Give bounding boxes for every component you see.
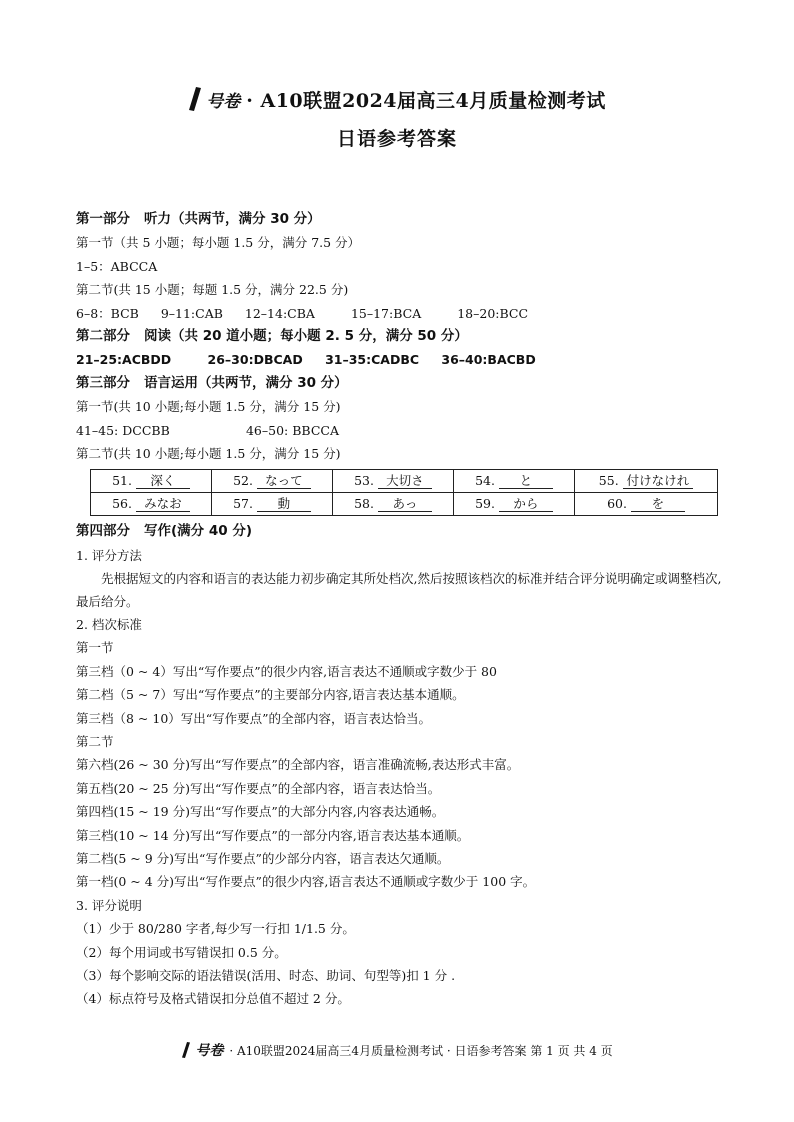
table-cell [91,493,212,516]
footer-logo-text: 号卷 [195,1043,224,1059]
level-item: 第二档(5 ~ 9 分)写出“写作要点”的少部分内容，语言表达欠通顺。 [76,850,450,866]
item-number: 53. [354,473,374,489]
answer-group: 18–20:BCC [457,305,529,321]
part1-heading-text: 听力（共两节，满分 30 分） [144,211,321,227]
part4-heading [76,520,722,543]
item-number: 55. [598,473,619,489]
part1-heading [76,208,722,231]
item-number: 56. [112,496,132,512]
item-number: 52. [233,473,253,489]
part2-heading-text: 阅读（共 20 道小题；每小题 2. 5 分，满分 50 分） [144,327,468,344]
note-item: （3）每个影响交际的语法错误(活用、时态、助词、句型等)扣 1 分 . [76,967,456,983]
answer-content [76,208,722,1011]
level-item: 第三档（8 ~ 10）写出“写作要点”的全部内容，语言表达恰当。 [76,710,432,726]
level-item: 第三档(10 ~ 14 分)写出“写作要点”的一部分内容,语言表达基本通顺。 [76,827,470,843]
table-cell [575,493,718,516]
page-header [0,84,794,151]
page-title: · A10联盟2024届高三4月质量检测考试 [246,89,606,112]
level-item: 第五档(20 ~ 25 分)写出“写作要点”的全部内容，语言表达恰当。 [76,780,441,796]
answer-group: 36–40:BACBD [441,352,536,368]
item-number: 60. [607,496,627,512]
item-answer: 大切さ [378,473,432,489]
answer-group: 26–30:DBCAD [207,352,303,368]
part3-sec1-answers [76,419,722,442]
answer-group: 15–17:BCA [350,305,422,321]
table-cell [212,493,333,516]
item-number: 57. [233,496,253,512]
title-line [0,84,794,114]
levels-title: 2. 档次标准 [76,617,142,633]
sec2-label: 第二节 [76,734,114,750]
notes-title: 3. 评分说明 [76,897,142,913]
table-row [91,493,718,516]
answer-group: 31–35:CADBC [325,352,420,368]
logo-stroke-icon [181,1041,191,1059]
note-item: （4）标点符号及格式错误扣分总值不超过 2 分。 [76,991,350,1007]
part1-sec1-title: 第一节（共 5 小题；每小题 1.5 分，满分 7.5 分） [76,235,361,251]
answer-group: 21–25:ACBDD [76,352,172,368]
page-subtitle: 日语参考答案 [336,128,457,150]
level-item: 第一档(0 ~ 4 分)写出“写作要点”的很少内容,语言表达不通顺或字数少于 100 字。 [76,874,536,890]
logo-text: 号卷 [206,91,241,112]
item-answer: 付けなけれ [623,473,694,489]
method-title: 1. 评分方法 [76,547,142,563]
answer-group: 6–8：BCB [76,305,139,321]
fill-in-answer-table [90,469,718,516]
sec1-label: 第一节 [76,640,114,656]
item-answer: から [499,496,553,512]
table-cell [575,470,718,493]
level-item: 第四档(15 ~ 19 分)写出“写作要点”的大部分内容,内容表达通畅。 [76,804,445,820]
part1-sec2-answers [76,302,722,325]
part3-heading-text: 语言运用（共两节，满分 30 分） [144,374,348,391]
part1-heading-num: 第一部分 [76,211,130,227]
table-row [91,470,718,493]
part1-sec1-answers: 1–5：ABCCA [76,258,158,274]
item-answer: と [499,473,553,489]
answer-group: 46–50: BBCCA [245,422,339,438]
table-cell [333,493,454,516]
part4-heading-num: 第四部分 [76,523,130,540]
part2-heading-num: 第二部分 [76,327,130,344]
item-number: 54. [475,473,495,489]
table-cell [454,493,575,516]
footer-text: · A10联盟2024届高三4月质量检测考试 · 日语参考答案 第 1 页 共 4 页 [229,1043,613,1058]
page-footer [0,1040,794,1060]
level-item: 第二档（5 ~ 7）写出“写作要点”的主要部分内容,语言表达基本通顺。 [76,687,465,703]
method-text: 先根据短文的内容和语言的表达能力初步确定其所处档次,然后按照该档次的标准并结合评分说明确定或调整档次,最后给分。 [76,571,722,610]
logo-stroke-icon [188,86,202,112]
part1-sec2-title: 第二节(共 15 小题；每题 1.5 分，满分 22.5 分) [76,282,349,298]
item-answer: 動 [257,496,311,512]
level-item: 第六档(26 ~ 30 分)写出“写作要点”的全部内容，语言准确流畅,表达形式丰富。 [76,757,520,773]
table-cell [91,470,212,493]
part2-answers [76,348,722,371]
answer-group: 12–14:CBA [244,305,315,321]
level-item: 第三档（0 ~ 4）写出“写作要点”的很少内容,语言表达不通顺或字数少于 80 [76,663,497,679]
part3-heading [76,372,722,395]
item-answer: を [631,496,685,512]
note-item: （2）每个用词或书写错误扣 0.5 分。 [76,944,287,960]
answer-group: 41–45: DCCBB [76,422,170,438]
part3-heading-num: 第三部分 [76,374,130,391]
item-answer: 深く [136,473,190,489]
part2-heading [76,325,722,348]
part3-sec2-title: 第二节(共 10 小题;每小题 1.5 分，满分 15 分) [76,445,341,461]
item-number: 58. [354,496,374,512]
part4-heading-text: 写作(满分 40 分) [144,523,253,540]
item-number: 51. [112,473,132,489]
table-cell [212,470,333,493]
table-cell [454,470,575,493]
table-cell [333,470,454,493]
item-number: 59. [475,496,495,512]
part3-sec1-title: 第一节(共 10 小题;每小题 1.5 分，满分 15 分) [76,399,341,415]
answer-group: 9–11:CAB [160,305,223,321]
item-answer: みなお [136,496,190,512]
item-answer: あっ [378,496,432,512]
note-item: （1）少于 80/280 字者,每少写一行扣 1/1.5 分。 [76,921,355,937]
item-answer: なって [257,473,311,489]
